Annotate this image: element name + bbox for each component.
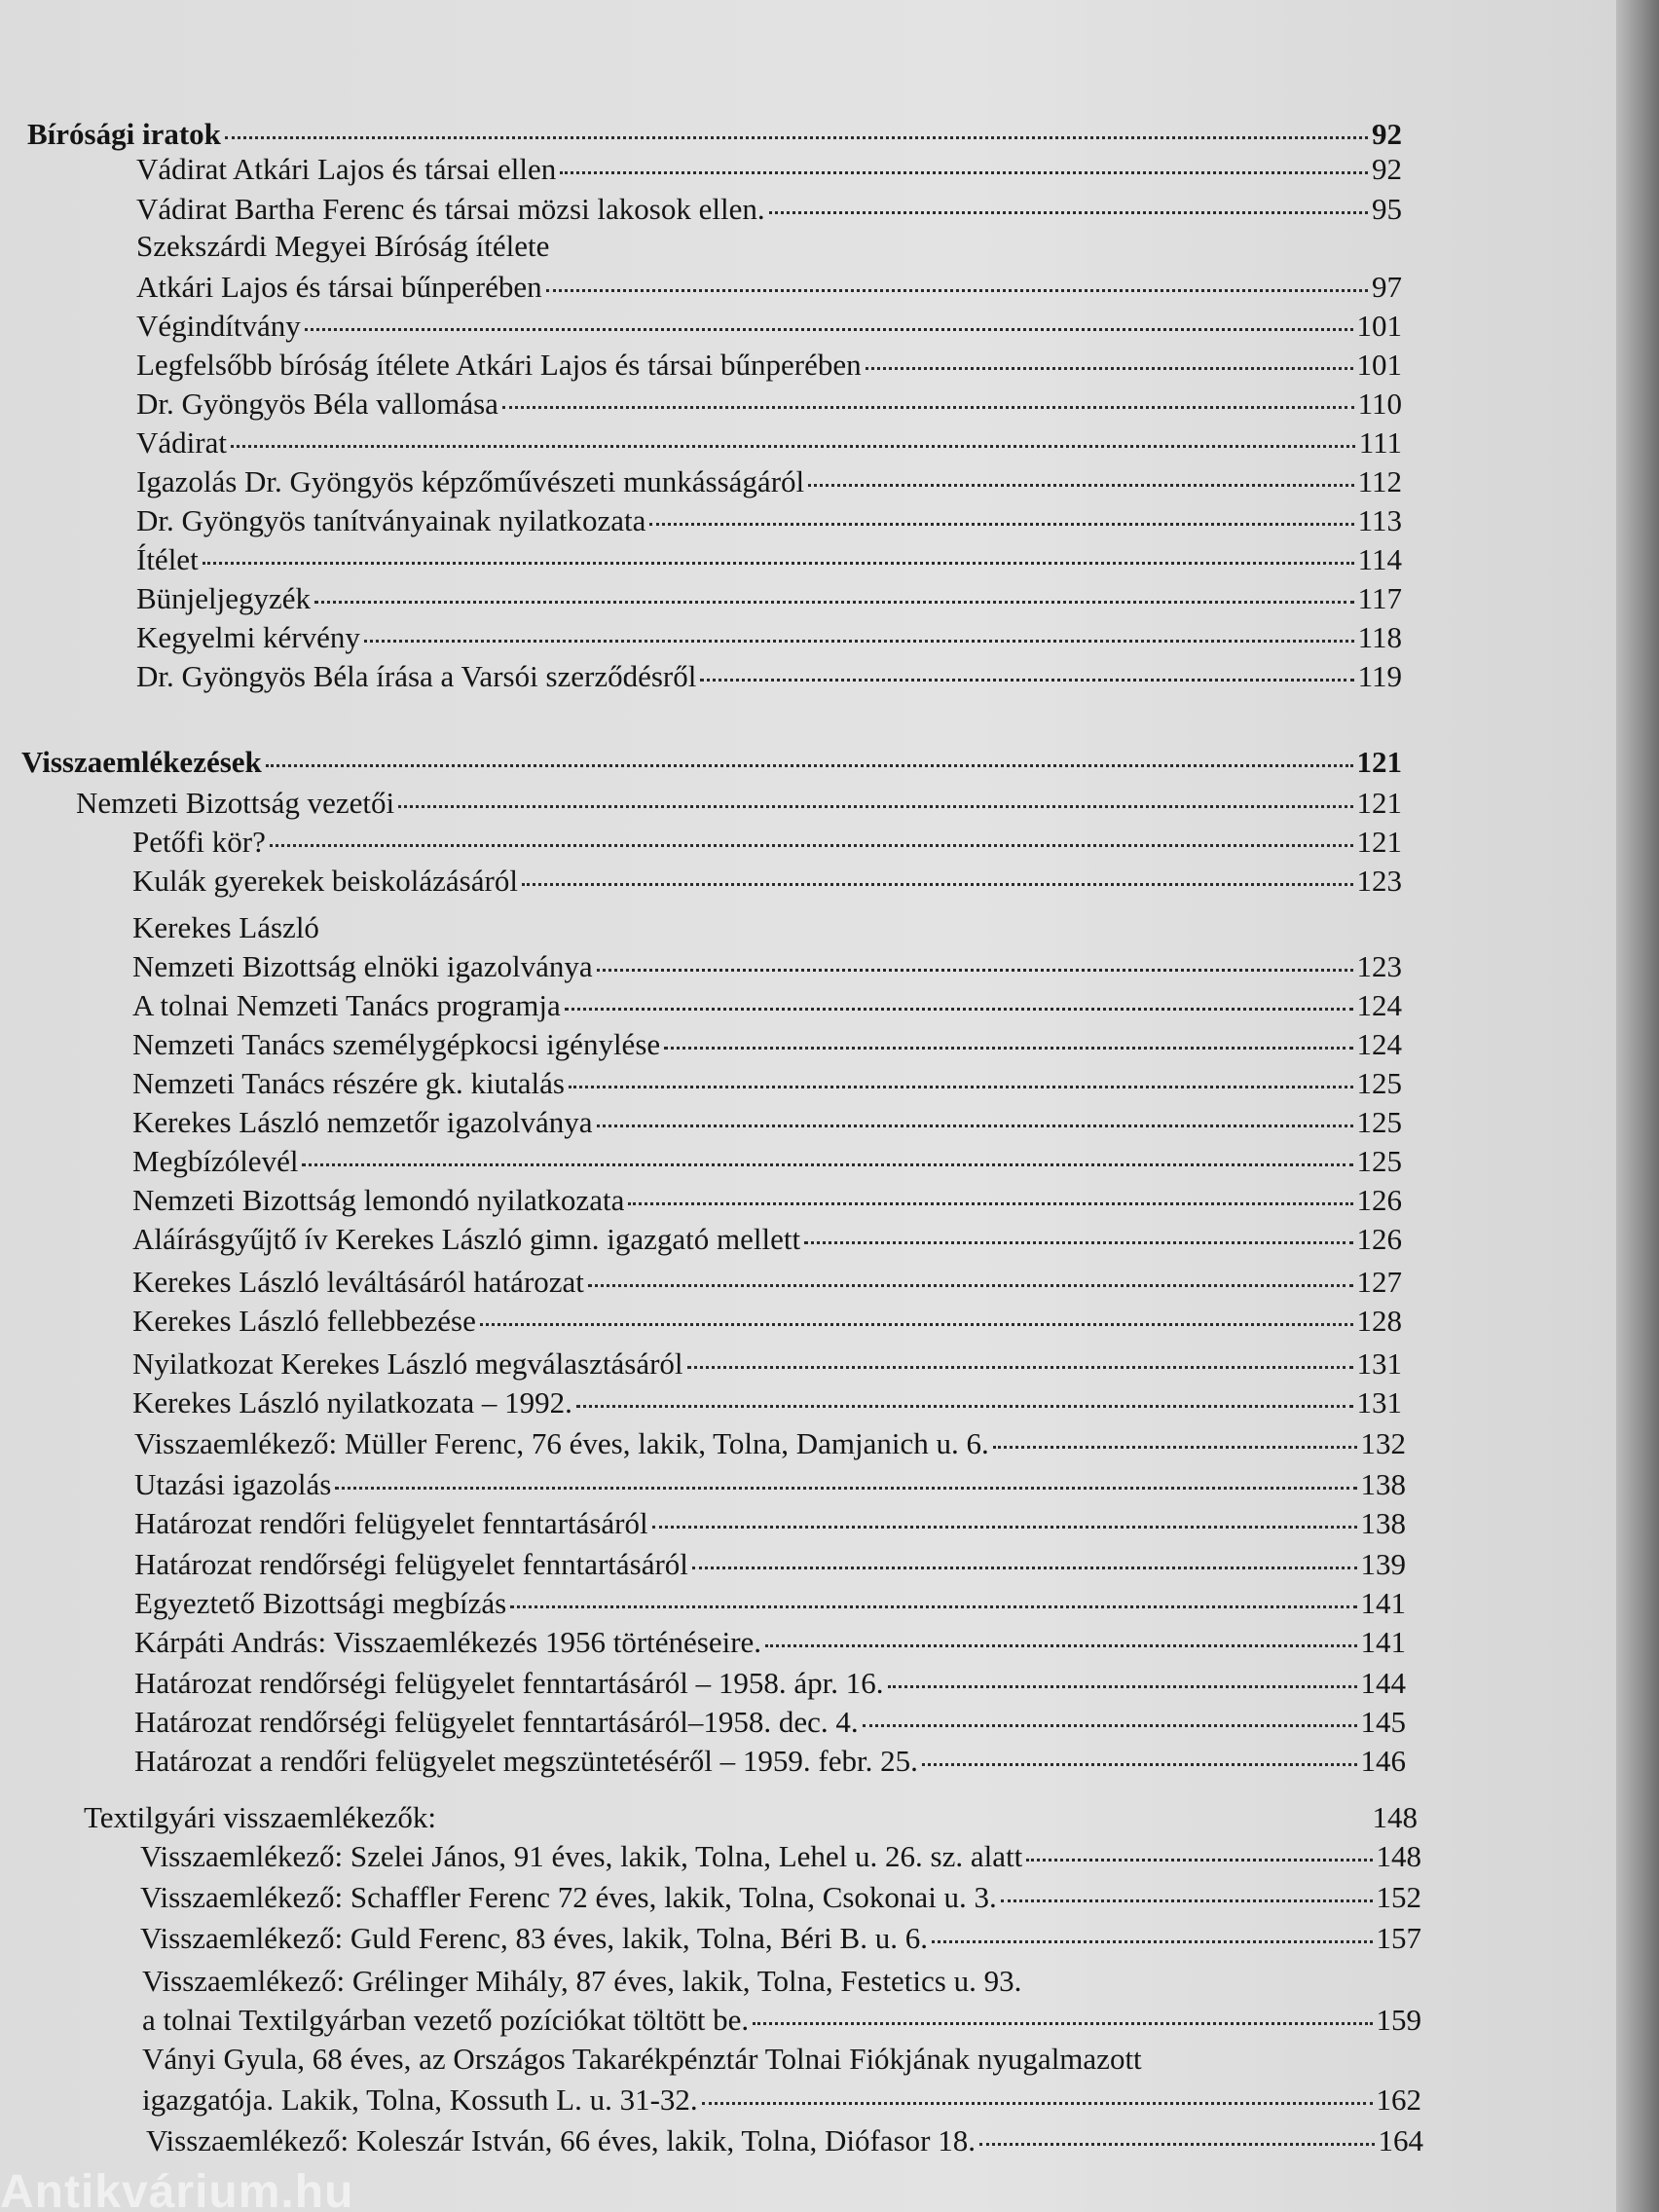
toc-entry <box>132 986 1402 1025</box>
toc-entry <box>132 1302 1402 1341</box>
dot-leader <box>687 1366 1353 1369</box>
dot-leader <box>692 1567 1357 1569</box>
dot-leader <box>866 367 1353 370</box>
page-number: 92 <box>1372 152 1402 186</box>
dot-leader <box>305 328 1353 331</box>
toc-entry <box>132 862 1402 901</box>
subheading-title: Nemzeti Bizottság vezetői <box>76 786 395 820</box>
entry-title: Kerekes László fellebbezése <box>132 1304 476 1338</box>
entry-title: A tolnai Nemzeti Tanács programja <box>132 988 561 1022</box>
page-number: 119 <box>1357 659 1402 693</box>
toc-entry <box>132 823 1402 862</box>
page-number: 146 <box>1360 1744 1406 1778</box>
entry-title: Határozat rendőrségi felügyelet fenntartásáról <box>134 1547 688 1581</box>
dot-leader <box>266 764 1353 767</box>
entry-title: Határozat rendőri felügyelet fenntartásáról <box>134 1506 648 1540</box>
toc-entry <box>136 150 1402 189</box>
toc-entry <box>134 1623 1406 1662</box>
page-number: 138 <box>1360 1506 1406 1540</box>
dot-leader <box>863 1724 1357 1727</box>
dot-leader <box>546 289 1368 292</box>
page-number: 141 <box>1360 1625 1406 1659</box>
toc-entry <box>132 1181 1402 1220</box>
dot-leader <box>314 601 1354 604</box>
dot-leader <box>335 1487 1356 1490</box>
page-number: 141 <box>1360 1586 1406 1620</box>
page-number: 144 <box>1360 1666 1406 1700</box>
entry-title: Határozat rendőrségi felügyelet fenntartásáról – 1958. ápr. 16. <box>134 1666 884 1700</box>
dot-leader <box>510 1605 1356 1608</box>
toc-entry <box>136 462 1402 501</box>
entry-title: Visszaemlékező: Szelei János, 91 éves, lakik, Tolna, Lehel u. 26. sz. alatt <box>140 1839 1023 1873</box>
dot-leader <box>804 1241 1352 1244</box>
toc-entry <box>134 1703 1406 1742</box>
page-number: 97 <box>1372 270 1402 304</box>
dot-leader <box>1026 1859 1372 1862</box>
page-number: 112 <box>1357 464 1402 498</box>
toc-entry <box>136 657 1402 696</box>
toc-heading <box>21 743 1402 782</box>
page-number: 125 <box>1356 1066 1402 1100</box>
entry-title: Végindítvány <box>136 309 301 343</box>
dot-leader <box>302 1163 1352 1166</box>
toc-entry <box>136 579 1402 618</box>
entry-title: Vádirat <box>136 425 227 460</box>
page-number: 131 <box>1356 1385 1402 1419</box>
toc-entry <box>134 1545 1406 1584</box>
heading-title: Visszaemlékezések <box>21 745 262 779</box>
page-number: 121 <box>1356 745 1402 779</box>
dot-leader <box>753 2022 1372 2025</box>
dot-leader <box>480 1323 1353 1326</box>
entry-title: Megbízólevél <box>132 1144 299 1178</box>
entry-title: Kerekes László <box>132 910 319 944</box>
dot-leader <box>628 1202 1352 1205</box>
toc-entry <box>136 540 1402 579</box>
page-number: 139 <box>1360 1547 1406 1581</box>
entry-title: Kerekes László leváltásáról határozat <box>132 1265 584 1299</box>
toc-entry <box>132 1345 1402 1383</box>
dot-leader <box>270 844 1353 847</box>
dot-leader <box>203 562 1354 565</box>
entry-title: Utazási igazolás <box>134 1467 332 1501</box>
toc-entry <box>132 1220 1402 1259</box>
toc-entry <box>136 190 1402 229</box>
entry-title: Kárpáti András: Visszaemlékezés 1956 történéseire. <box>134 1625 762 1659</box>
page-number: 101 <box>1356 309 1402 343</box>
dot-leader <box>597 1124 1353 1127</box>
page-number: 145 <box>1360 1705 1406 1739</box>
toc-entry <box>132 1142 1402 1181</box>
dot-leader <box>769 211 1368 214</box>
entry-title: Visszaemlékező: Koleszár István, 66 éves, lakik, Tolna, Diófasor 18. <box>146 2123 976 2157</box>
entry-title: Nemzeti Bizottság elnöki igazolványa <box>132 949 593 983</box>
dot-leader <box>398 805 1352 808</box>
page-number: 113 <box>1357 503 1402 537</box>
entry-title: Atkári Lajos és társai bűnperében <box>136 270 542 304</box>
dot-leader <box>649 523 1353 526</box>
dot-leader <box>700 679 1353 682</box>
heading-title: Bírósági iratok <box>27 117 221 151</box>
page-number: 117 <box>1357 581 1402 615</box>
entry-title: Ványi Gyula, 68 éves, az Országos Takarékpénztár Tolnai Fiókjának nyugalmazott <box>142 2042 1142 2076</box>
page-number: 164 <box>1378 2123 1423 2157</box>
dot-leader <box>922 1763 1357 1766</box>
dot-leader <box>522 883 1353 886</box>
entry-title: Vádirat Atkári Lajos és társai ellen <box>136 152 557 186</box>
toc-entry <box>134 1664 1406 1703</box>
dot-leader <box>702 2102 1373 2105</box>
entry-title: Kegyelmi kérvény <box>136 620 360 654</box>
toc-entry <box>140 1837 1421 1876</box>
toc-entry <box>136 501 1402 540</box>
dot-leader <box>588 1284 1353 1287</box>
entry-title: Egyeztető Bizottsági megbízás <box>134 1586 507 1620</box>
page-number: 159 <box>1376 2003 1421 2037</box>
page-number: 125 <box>1356 1105 1402 1139</box>
toc-subheading <box>76 784 1402 823</box>
dot-leader <box>932 1940 1373 1943</box>
entry-title: Aláírásgyűjtő ív Kerekes László gimn. igazgató mellett <box>132 1222 801 1256</box>
entry-title: Kerekes László nemzetőr igazolványa <box>132 1105 593 1139</box>
toc-entry <box>136 424 1402 462</box>
entry-title: Dr. Gyöngyös Béla írása a Varsói szerződésről <box>136 659 697 693</box>
toc-entry <box>134 1742 1406 1781</box>
toc-heading <box>27 115 1402 154</box>
toc-entry <box>146 2121 1423 2160</box>
page-number: 148 <box>1376 1839 1421 1873</box>
toc-entry <box>134 1424 1406 1463</box>
entry-title: Nemzeti Tanács részére gk. kiutalás <box>132 1066 565 1100</box>
entry-title: Kulák gyerekek beiskolázásáról <box>132 864 518 898</box>
toc-entry <box>134 1504 1406 1543</box>
entry-title: Visszaemlékező: Schaffler Ferenc 72 éves, lakik, Tolna, Csokonai u. 3. <box>140 1880 997 1914</box>
dot-leader <box>888 1685 1357 1688</box>
page-number: 152 <box>1376 1880 1421 1914</box>
entry-title: Bünjeljegyzék <box>136 581 312 615</box>
toc-entry <box>136 268 1402 307</box>
page-number: 124 <box>1356 1027 1402 1061</box>
page-number: 111 <box>1358 425 1402 460</box>
dot-leader <box>664 1047 1352 1050</box>
toc-entry <box>132 1103 1402 1142</box>
toc-entry <box>136 346 1402 385</box>
page-number: 148 <box>1372 1800 1418 1834</box>
page-number: 124 <box>1356 988 1402 1022</box>
page-number: 95 <box>1372 192 1402 226</box>
page-number: 128 <box>1356 1304 1402 1338</box>
dot-leader <box>1001 1899 1373 1902</box>
page-number: 127 <box>1356 1265 1402 1299</box>
dot-leader <box>597 969 1353 972</box>
page-number: 138 <box>1360 1467 1406 1501</box>
entry-title: Igazolás Dr. Gyöngyös képzőművészeti munkásságáról <box>136 464 805 498</box>
entry-title: Dr. Gyöngyös Béla vallomása <box>136 387 498 421</box>
toc-entry <box>136 385 1402 424</box>
entry-title: Visszaemlékező: Müller Ferenc, 76 éves, lakik, Tolna, Damjanich u. 6. <box>134 1426 989 1460</box>
toc-entry <box>134 1584 1406 1623</box>
dot-leader <box>502 406 1354 409</box>
entry-title: Vádirat Bartha Ferenc és társai mözsi lakosok ellen. <box>136 192 765 226</box>
watermark: Antikvárium.hu <box>0 2173 354 2212</box>
page-number: 101 <box>1356 348 1402 382</box>
entry-title: Szekszárdi Megyei Bíróság ítélete <box>136 229 550 263</box>
toc-entry <box>132 1383 1402 1422</box>
dot-leader <box>364 640 1354 643</box>
toc-entry <box>140 1878 1421 1917</box>
page-number: 114 <box>1357 542 1402 576</box>
entry-title: Ítélet <box>136 542 199 576</box>
page-number: 125 <box>1356 1144 1402 1178</box>
page-number: 126 <box>1356 1222 1402 1256</box>
page-number: 92 <box>1372 117 1402 151</box>
page-number: 110 <box>1357 387 1402 421</box>
entry-title: Nyilatkozat Kerekes László megválasztásáról <box>132 1346 683 1381</box>
dot-leader <box>569 1086 1353 1088</box>
dot-leader <box>576 1405 1353 1408</box>
subheading-title: Textilgyári visszaemlékezők: <box>84 1800 436 1834</box>
entry-title: Határozat rendőrségi felügyelet fenntartásáról–1958. dec. 4. <box>134 1705 859 1739</box>
page-number: 131 <box>1356 1346 1402 1381</box>
toc-entry <box>136 307 1402 346</box>
dot-leader <box>652 1526 1357 1529</box>
entry-title: Kerekes László nyilatkozata – 1992. <box>132 1385 572 1419</box>
dot-leader <box>993 1446 1357 1449</box>
dot-leader <box>231 445 1355 448</box>
dot-leader <box>765 1644 1356 1647</box>
toc-entry <box>132 1263 1402 1302</box>
page-number: 132 <box>1360 1426 1406 1460</box>
toc-entry <box>136 618 1402 657</box>
page-number: 121 <box>1356 786 1402 820</box>
entry-title: Dr. Gyöngyös tanítványainak nyilatkozata <box>136 503 646 537</box>
page-number: 121 <box>1356 825 1402 859</box>
dot-leader <box>565 1008 1353 1011</box>
entry-title: Nemzeti Tanács személygépkocsi igénylése <box>132 1027 661 1061</box>
dot-leader <box>560 171 1368 174</box>
page-number: 157 <box>1376 1921 1421 1955</box>
toc-entry <box>140 1919 1421 1958</box>
entry-title: Határozat a rendőri felügyelet megszüntetéséről – 1959. febr. 25. <box>134 1744 918 1778</box>
page-number: 126 <box>1356 1183 1402 1217</box>
entry-title: Legfelsőbb bíróság ítélete Atkári Lajos és társai bűnperében <box>136 348 862 382</box>
toc-entry <box>134 1465 1406 1504</box>
toc-entry <box>132 947 1402 986</box>
page-number: 123 <box>1356 949 1402 983</box>
toc-entry <box>142 2081 1421 2120</box>
dot-leader <box>225 136 1368 139</box>
entry-title: igazgatója. Lakik, Tolna, Kossuth L. u. 31-32. <box>142 2083 698 2117</box>
toc-subheading <box>84 1798 1418 1837</box>
dot-leader <box>979 2143 1375 2146</box>
dot-leader <box>808 484 1354 487</box>
toc-entry <box>132 1025 1402 1064</box>
entry-title: Visszaemlékező: Grélinger Mihály, 87 éves, lakik, Tolna, Festetics u. 93. <box>142 1964 1022 1998</box>
page-number: 118 <box>1357 620 1402 654</box>
entry-title: Nemzeti Bizottság lemondó nyilatkozata <box>132 1183 625 1217</box>
toc-entry <box>142 2001 1421 2040</box>
page-number: 123 <box>1356 864 1402 898</box>
entry-title: Visszaemlékező: Guld Ferenc, 83 éves, lakik, Tolna, Béri B. u. 6. <box>140 1921 928 1955</box>
page-number: 162 <box>1376 2083 1421 2117</box>
entry-title: Petőfi kör? <box>132 825 266 859</box>
toc-entry <box>132 1064 1402 1103</box>
entry-title: a tolnai Textilgyárban vezető pozíciókat töltött be. <box>142 2003 750 2037</box>
